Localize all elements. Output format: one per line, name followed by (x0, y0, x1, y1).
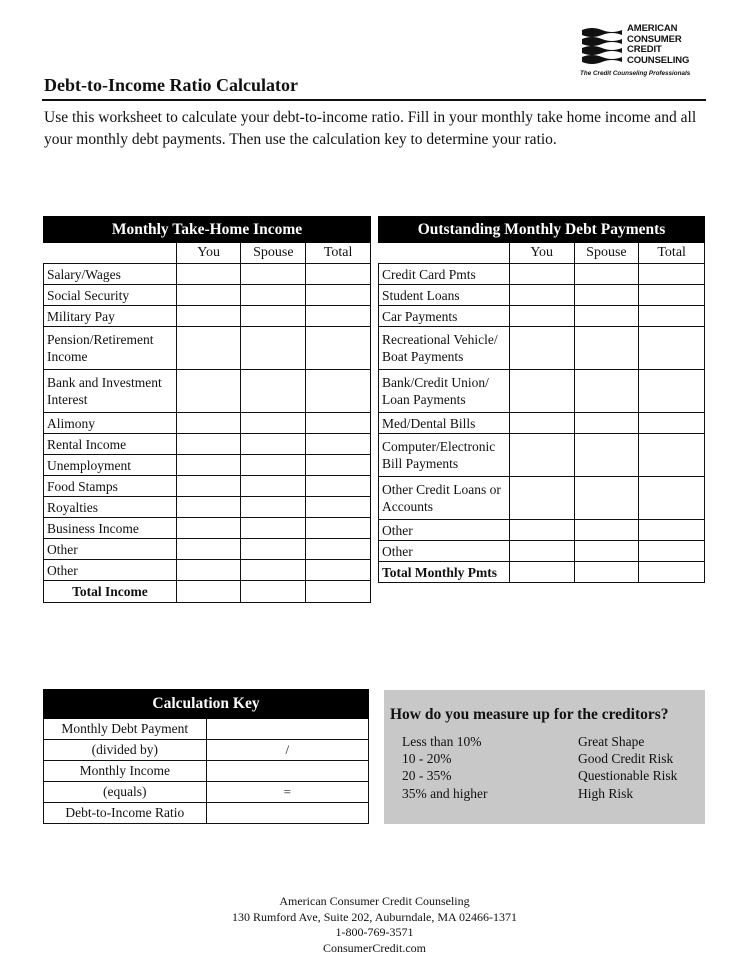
table-row (44, 803, 369, 824)
income-rental-income-spouse-field[interactable] (241, 434, 306, 455)
income-business-income-total-field[interactable] (306, 518, 371, 539)
total-income-you-field[interactable] (176, 581, 241, 603)
total-income-spouse-field[interactable] (241, 581, 306, 603)
income-other-total-field[interactable] (306, 539, 371, 560)
debt-other-credit-loans-or-accounts-total-field[interactable] (639, 477, 705, 520)
income-row-label: Food Stamps (44, 476, 177, 497)
key-value-field[interactable] (206, 719, 368, 740)
income-row-label: Salary/Wages (44, 264, 177, 285)
flag-wave-icon (580, 26, 624, 66)
table-row (44, 306, 371, 327)
rating-row (402, 768, 678, 784)
rating-label: Great Shape (578, 734, 645, 749)
income-row-label: Pension/Retirement Income (44, 327, 177, 370)
income-row-label: Business Income (44, 518, 177, 539)
column-header-spouse: Spouse (574, 243, 639, 264)
page-title: Debt-to-Income Ratio Calculator (44, 75, 298, 95)
table-row (44, 455, 371, 476)
debt-bank-credit-union-loan-payments-total-field[interactable] (639, 370, 705, 413)
income-military-pay-spouse-field[interactable] (241, 306, 306, 327)
debt-credit-card-pmts-total-field[interactable] (639, 264, 705, 285)
income-row-label: Royalties (44, 497, 177, 518)
table-row (44, 497, 371, 518)
table-row (44, 434, 371, 455)
income-salary-wages-you-field[interactable] (176, 264, 241, 285)
table-row (379, 541, 705, 562)
total-payments-label: Total Monthly Pmts (379, 562, 510, 583)
table-row (44, 560, 371, 581)
footer-website: ConsumerCredit.com (323, 940, 426, 955)
income-business-income-spouse-field[interactable] (241, 518, 306, 539)
table-row (379, 477, 705, 520)
key-row-label: (equals) (44, 782, 207, 803)
income-salary-wages-spouse-field[interactable] (241, 264, 306, 285)
column-header-you: You (176, 243, 241, 264)
debt-med-dental-bills-spouse-field[interactable] (574, 413, 639, 434)
debt-other-spouse-field[interactable] (574, 541, 639, 562)
income-other-spouse-field[interactable] (241, 560, 306, 581)
income-row-label: Social Security (44, 285, 177, 306)
key-row-label: (divided by) (44, 740, 207, 761)
debt-student-loans-total-field[interactable] (639, 285, 705, 306)
income-other-you-field[interactable] (176, 560, 241, 581)
income-row-label: Other (44, 560, 177, 581)
debt-row-label: Other Credit Loans or Accounts (379, 477, 510, 520)
debt-computer-electronic-bill-payments-you-field[interactable] (509, 434, 574, 477)
title-divider (42, 99, 706, 101)
logo-line: CONSUMER (627, 33, 682, 45)
table-row (44, 761, 369, 782)
key-row-label: Debt-to-Income Ratio (44, 803, 207, 824)
debt-recreational-vehicle-boat-payments-you-field[interactable] (509, 327, 574, 370)
column-header-total: Total (306, 243, 371, 264)
debt-car-payments-spouse-field[interactable] (574, 306, 639, 327)
total-income-total-field[interactable] (306, 581, 371, 603)
income-royalties-total-field[interactable] (306, 497, 371, 518)
debt-med-dental-bills-total-field[interactable] (639, 413, 705, 434)
income-row-label: Other (44, 539, 177, 560)
table-row (44, 782, 369, 803)
company-logo (580, 22, 702, 82)
key-row-label: Monthly Debt Payment (44, 719, 207, 740)
rating-label: Good Credit Risk (578, 751, 674, 766)
debt-bank-credit-union-loan-payments-you-field[interactable] (509, 370, 574, 413)
rating-range: 10 - 20% (402, 751, 452, 766)
income-food-stamps-you-field[interactable] (176, 476, 241, 497)
debt-row-label: Other (379, 520, 510, 541)
debt-other-credit-loans-or-accounts-you-field[interactable] (509, 477, 574, 520)
logo-line: COUNSELING (627, 54, 690, 66)
income-other-spouse-field[interactable] (241, 539, 306, 560)
footer-address: 130 Rumford Ave, Suite 202, Auburndale, MA 02466-1371 (231, 909, 518, 924)
income-pension-retirement-income-total-field[interactable] (306, 327, 371, 370)
rating-box-title: How do you measure up for the creditors? (390, 706, 669, 723)
table-row (379, 327, 705, 370)
total-payments-you-field[interactable] (509, 562, 574, 583)
debt-row-label: Student Loans (379, 285, 510, 306)
debt-row-label: Recreational Vehicle/ Boat Payments (379, 327, 510, 370)
table-row (44, 539, 371, 560)
footer (0, 894, 749, 956)
income-food-stamps-spouse-field[interactable] (241, 476, 306, 497)
table-row (44, 719, 369, 740)
debt-car-payments-you-field[interactable] (509, 306, 574, 327)
income-unemployment-you-field[interactable] (176, 455, 241, 476)
income-pension-retirement-income-you-field[interactable] (176, 327, 241, 370)
debt-table (378, 216, 705, 583)
debt-row-label: Bank/Credit Union/ Loan Payments (379, 370, 510, 413)
rating-range: Less than 10% (402, 734, 482, 749)
column-header-spouse: Spouse (241, 243, 306, 264)
rating-label: Questionable Risk (578, 768, 678, 783)
table-row (44, 285, 371, 306)
debt-row-label: Credit Card Pmts (379, 264, 510, 285)
footer-company: American Consumer Credit Counseling (279, 894, 470, 908)
table-row (379, 306, 705, 327)
debt-bank-credit-union-loan-payments-spouse-field[interactable] (574, 370, 639, 413)
debt-computer-electronic-bill-payments-spouse-field[interactable] (574, 434, 639, 477)
debt-row-label: Other (379, 541, 510, 562)
debt-row-label: Car Payments (379, 306, 510, 327)
rating-row (402, 786, 634, 802)
debt-other-spouse-field[interactable] (574, 520, 639, 541)
table-row (379, 413, 705, 434)
income-royalties-you-field[interactable] (176, 497, 241, 518)
income-business-income-you-field[interactable] (176, 518, 241, 539)
table-row (379, 285, 705, 306)
debt-row-label: Computer/Electronic Bill Payments (379, 434, 510, 477)
debt-other-credit-loans-or-accounts-spouse-field[interactable] (574, 477, 639, 520)
income-unemployment-spouse-field[interactable] (241, 455, 306, 476)
income-alimony-spouse-field[interactable] (241, 413, 306, 434)
column-header-total: Total (639, 243, 705, 264)
total-payments-spouse-field[interactable] (574, 562, 639, 583)
income-salary-wages-total-field[interactable] (306, 264, 371, 285)
calculation-key-table (43, 689, 369, 824)
income-rental-income-total-field[interactable] (306, 434, 371, 455)
logo-line: CREDIT (627, 44, 662, 55)
income-row-label: Military Pay (44, 306, 177, 327)
income-unemployment-total-field[interactable] (306, 455, 371, 476)
debt-recreational-vehicle-boat-payments-spouse-field[interactable] (574, 327, 639, 370)
income-bank-and-investment-interest-you-field[interactable] (176, 370, 241, 413)
debt-recreational-vehicle-boat-payments-total-field[interactable] (639, 327, 705, 370)
rating-row (402, 734, 645, 750)
income-royalties-spouse-field[interactable] (241, 497, 306, 518)
key-value-field[interactable] (206, 803, 368, 824)
debt-other-you-field[interactable] (509, 520, 574, 541)
table-row (44, 327, 371, 370)
income-alimony-total-field[interactable] (306, 413, 371, 434)
logo-line: AMERICAN (627, 23, 678, 34)
income-social-security-total-field[interactable] (306, 285, 371, 306)
calculation-key-heading: Calculation Key (44, 690, 369, 719)
logo-wordmark (627, 24, 689, 66)
income-table (43, 216, 371, 603)
income-pension-retirement-income-spouse-field[interactable] (241, 327, 306, 370)
income-alimony-you-field[interactable] (176, 413, 241, 434)
table-row (44, 413, 371, 434)
debt-computer-electronic-bill-payments-total-field[interactable] (639, 434, 705, 477)
debt-car-payments-total-field[interactable] (639, 306, 705, 327)
rating-range: 20 - 35% (402, 768, 452, 783)
debt-med-dental-bills-you-field[interactable] (509, 413, 574, 434)
income-bank-and-investment-interest-spouse-field[interactable] (241, 370, 306, 413)
income-row-label: Bank and Investment Interest (44, 370, 177, 413)
income-other-you-field[interactable] (176, 539, 241, 560)
income-bank-and-investment-interest-total-field[interactable] (306, 370, 371, 413)
table-row (44, 370, 371, 413)
debt-student-loans-spouse-field[interactable] (574, 285, 639, 306)
key-row-label: Monthly Income (44, 761, 207, 782)
debt-other-total-field[interactable] (639, 520, 705, 541)
key-operator: / (206, 740, 368, 761)
table-row (379, 264, 705, 285)
debt-other-total-field[interactable] (639, 541, 705, 562)
rating-row (402, 751, 674, 767)
income-row-label: Alimony (44, 413, 177, 434)
table-row (44, 518, 371, 539)
debt-student-loans-you-field[interactable] (509, 285, 574, 306)
debt-heading: Outstanding Monthly Debt Payments (379, 217, 705, 243)
key-value-field[interactable] (206, 761, 368, 782)
debt-row-label: Med/Dental Bills (379, 413, 510, 434)
rating-range: 35% and higher (402, 786, 488, 801)
debt-credit-card-pmts-spouse-field[interactable] (574, 264, 639, 285)
table-row (44, 476, 371, 497)
key-operator: = (206, 782, 368, 803)
table-row (379, 434, 705, 477)
income-row-label: Rental Income (44, 434, 177, 455)
column-header-you: You (509, 243, 574, 264)
income-rental-income-you-field[interactable] (176, 434, 241, 455)
footer-phone: 1-800-769-3571 (335, 925, 414, 939)
total-payments-total-field[interactable] (639, 562, 705, 583)
income-social-security-spouse-field[interactable] (241, 285, 306, 306)
table-row (379, 370, 705, 413)
income-food-stamps-total-field[interactable] (306, 476, 371, 497)
income-social-security-you-field[interactable] (176, 285, 241, 306)
income-row-label: Unemployment (44, 455, 177, 476)
income-military-pay-you-field[interactable] (176, 306, 241, 327)
total-income-label: Total Income (44, 581, 177, 603)
income-heading: Monthly Take-Home Income (44, 217, 371, 243)
creditor-rating-box (384, 690, 705, 824)
rating-label: High Risk (578, 786, 634, 801)
table-row (44, 264, 371, 285)
table-row (44, 740, 369, 761)
income-military-pay-total-field[interactable] (306, 306, 371, 327)
debt-credit-card-pmts-you-field[interactable] (509, 264, 574, 285)
logo-tagline: The Credit Counseling Professionals (580, 70, 691, 77)
debt-other-you-field[interactable] (509, 541, 574, 562)
income-other-total-field[interactable] (306, 560, 371, 581)
intro-paragraph: Use this worksheet to calculate your debt-to-income ratio. Fill in your monthly take home income and all your monthly debt payments. Then use the calculation key to determine your ratio. (44, 109, 697, 148)
table-row (379, 520, 705, 541)
